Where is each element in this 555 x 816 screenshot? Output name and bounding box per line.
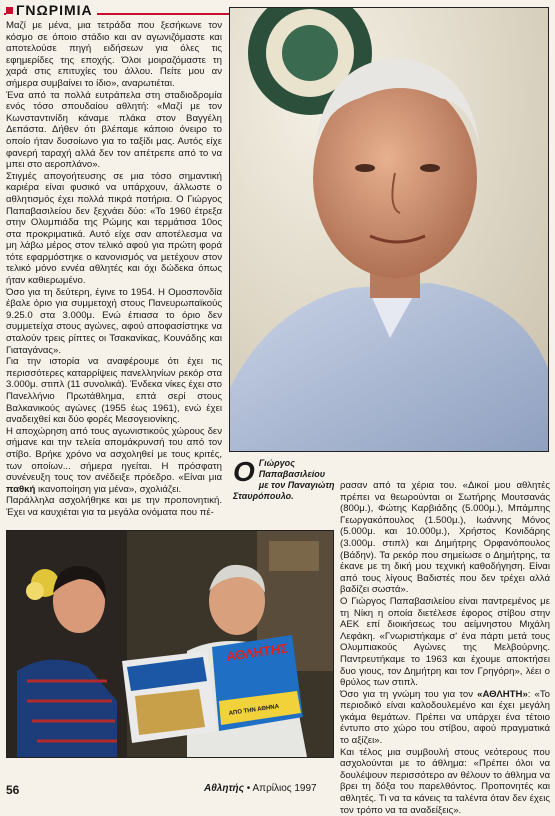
- paragraph: Όσο για τη δεύτερη, έγινε το 1954. Η Ομοσπονδία έβαλε όριο για συμμετοχή στους Πανευρωπαϊκούς 9.25.0 στα 3.000μ. Ενώ έπιασα το όριο δεν συμμετείχα στους αγώνες, αφού αποφασίστηκε να σταλούν τρεις ρίπτες οι Τσακανίκας, Κουνάδης και Γιαταγάνας».: [6, 286, 222, 356]
- paragraph-text: Όσο για τη γνώμη του για τον: [340, 688, 474, 700]
- paragraph-text: : «Το περιοδικό είναι καλοδουλεμένο και έχει μεγάλη γκάμα θεμάτων. Πρέπει να υπάρχει ένα τέτοιο έντυπο στο χώρο του στίβου, αφού πραγματικά το αξίζει».: [340, 688, 550, 747]
- magazine-cover-subtitle: ΑΠΟ ΤΗΝ ΑΘΗΝΑ: [228, 703, 280, 717]
- paragraph: [340, 689, 550, 747]
- paragraph: ρασαν από τα χέρια του. «Δικοί μου αθλητές πρέπει να θεωρούνται οι Σωτήρης Μουτσανάς (800μ.), Φώτης Καρβιάδης (5.000μ.), Μπάμπης Γεωργακόπουλος (1.500μ.), Ιωάννης Μόνος (5.000μ. και 10.000μ.), Χρήστος Κονιδάρης (3.000μ. στιπλ) και Δημήτρης Ορφανόπουλος (Βάδην). Τα ρεκόρ που σημείωσε ο Δημήτρης, τα έκανε με τη δική μου τεχνική καθοδήγηση. Είναι από τους λίγους Βαδιστές που δεν τρέχει αλλά βαδίζει σωστά».: [340, 480, 550, 596]
- paragraph-text: Η αποχώρηση από τους αγωνιστικούς χώρους δεν σήμανε και την τελεία απομάκρυνσή του από τον στίβο. Βρήκε χρόνο να ασχοληθεί με τους κριτές, των οποίων... σήμερα ηγείται. Η πρόσφατη συνένευξη τους τον ανέδειξε πρόεδρο. «Είναι μια: [6, 425, 222, 484]
- bold-word: παθκή: [6, 483, 36, 495]
- paragraph: Παράλληλα ασχολήθηκε και με την προπονητική. Έχει να καυχιέται για τα μεγάλα ονόματα που πέ-: [6, 495, 222, 518]
- section-marker-icon: [6, 7, 13, 14]
- paragraph: Μαζί με μένα, μια τετράδα που ξεσήκωνε τον κόσμο σε όποιο στάδιο και αν αγωνιζόμαστε και αποτελούσε πηγή ειδήσεων για όλες τις εφημερίδες της εποχής. Όλοι μοιραζόμαστε τη χαρά στις επιτυχίες του άλλου. Πείτε μου αν σήμερα συμβαίνει το ίδιο», αναρωτιέται.: [6, 20, 222, 89]
- paragraph: Και τέλος μια συμβουλή στους νεότερους που ασχολούνται με το άθλημα: «Πρέπει όλοι να δουλέψουν περισσότερο αν θέλουν το άθλημα να βρει τη δόξα του παρελθόντος. Προπονητές και αθλητές. Τι να τα κάνεις τα ταλέντα όταν δεν έχεις τον τρόπο να τα αναδείξεις».: [340, 746, 550, 816]
- article-column-left: [6, 20, 222, 519]
- paragraph: Για την ιστορία να αναφέρουμε ότι έχει τις περισσότερες καταρρίψεις πανελληνίων ρεκόρ στα 3.000μ. στιπλ (11 συνολικά). Ένδεκα νίκες έχει στο Πανελλήνιο Πρωτάθλημα, επτά σερί στους Βαλκανικούς αγώνες (1955 έως 1961), ενώ έχει αναδειχθεί και δύο φορές Μεσογειονίκης.: [6, 356, 222, 426]
- magazine-name-bold: «ΑΘΛΗΤΗ»: [477, 688, 528, 700]
- paragraph: Ο Γιώργος Παπαβασιλείου είναι παντρεμένος με τη Νίκη η οποία διετέλεσε έφορος στίβου στην ΑΕΚ επί διοικήσεως του αείμνηστου Μιχάλη Λεφάκη. «Γνωριστήκαμε σ' ένα πάρτι μετά τους Ολυμπιακούς Αγώνες της Μελβούρνης. Παντρευτήκαμε το 1963 και έχουμε αποκτήσει δυο γιους, τον Δημήτρη και τον Γρηγόρη», λέει ο θρύλος των στιπλ.: [340, 595, 550, 689]
- paragraph: [6, 426, 222, 496]
- issue-date: • Απρίλιος 1997: [246, 783, 317, 794]
- paragraph: Ένα από τα πολλά ευτράπελα στη σταδιοδρομία ενός τόσο σπουδαίου αθλητή: «Μαζί με τον Κωνσταντινίδη κάναμε πλάκα στον Βαγγέλη Δεπάστα. Δήθεν ότι βλέπαμε κάποιο όνειρο το οποίο ήταν δυσοίωνο για το ταξίδι μας. Αυτός είχε φανερή ταραχή αλλά δεν τον απέτρεπε από το να μπει στο αεροπλάνο».: [6, 89, 222, 171]
- photo-caption: [233, 458, 337, 502]
- reading-image: [7, 531, 333, 757]
- magazine-cover-title: ΑΘΛΗΤΗΣ: [225, 640, 289, 664]
- magazine-name: Αθλητής: [204, 783, 244, 794]
- reading-photo: [6, 530, 334, 758]
- magazine-cover-right: [212, 635, 303, 731]
- page-footer: [6, 783, 549, 797]
- paragraph-text: ικανοποίηση για μένα», σχολιάζει.: [38, 483, 182, 495]
- article-column-right: [340, 480, 550, 816]
- portrait-photo: [229, 7, 549, 452]
- footer-magazine: [204, 783, 317, 794]
- portrait-image: [230, 8, 548, 451]
- section-label: ΓΝΩΡΙΜΙΑ: [16, 2, 93, 18]
- magazine-cover-left: [122, 651, 217, 743]
- paragraph: Στιγμές απογοήτευσης σε μια τόσο σημαντική καριέρα είναι φυσικό να υπάρχουν, άλλωστε ο αθλητισμός έχει πολλά πικρά ποτήρια. Ο Γιώργος Παπαβασιλείου δεν ξεχνάει δύο: «Το 1960 έτρεξα στην Ολυμπιάδα της Ρώμης και τερμάτισα 10ος στα προκριματικά. Αυτό είχε σαν αποτέλεσμα να μη λάβω μέρος στον τελικό αφού για πρώτη φορά τότε εφαρμόστηκε ο κανονισμός να μετέχουν στον τελικό μόνο εννέα αθλητές και όχι δώδεκα όπως ήταν καθιερωμένο.: [6, 170, 222, 287]
- page-number: 56: [6, 783, 20, 797]
- caption-text: Γιώργος Παπαβασιλείου με τον Παναγιώτη Σταυρόπουλο.: [233, 458, 335, 501]
- section-title: [6, 2, 97, 18]
- caption-dropcap: O: [233, 456, 255, 487]
